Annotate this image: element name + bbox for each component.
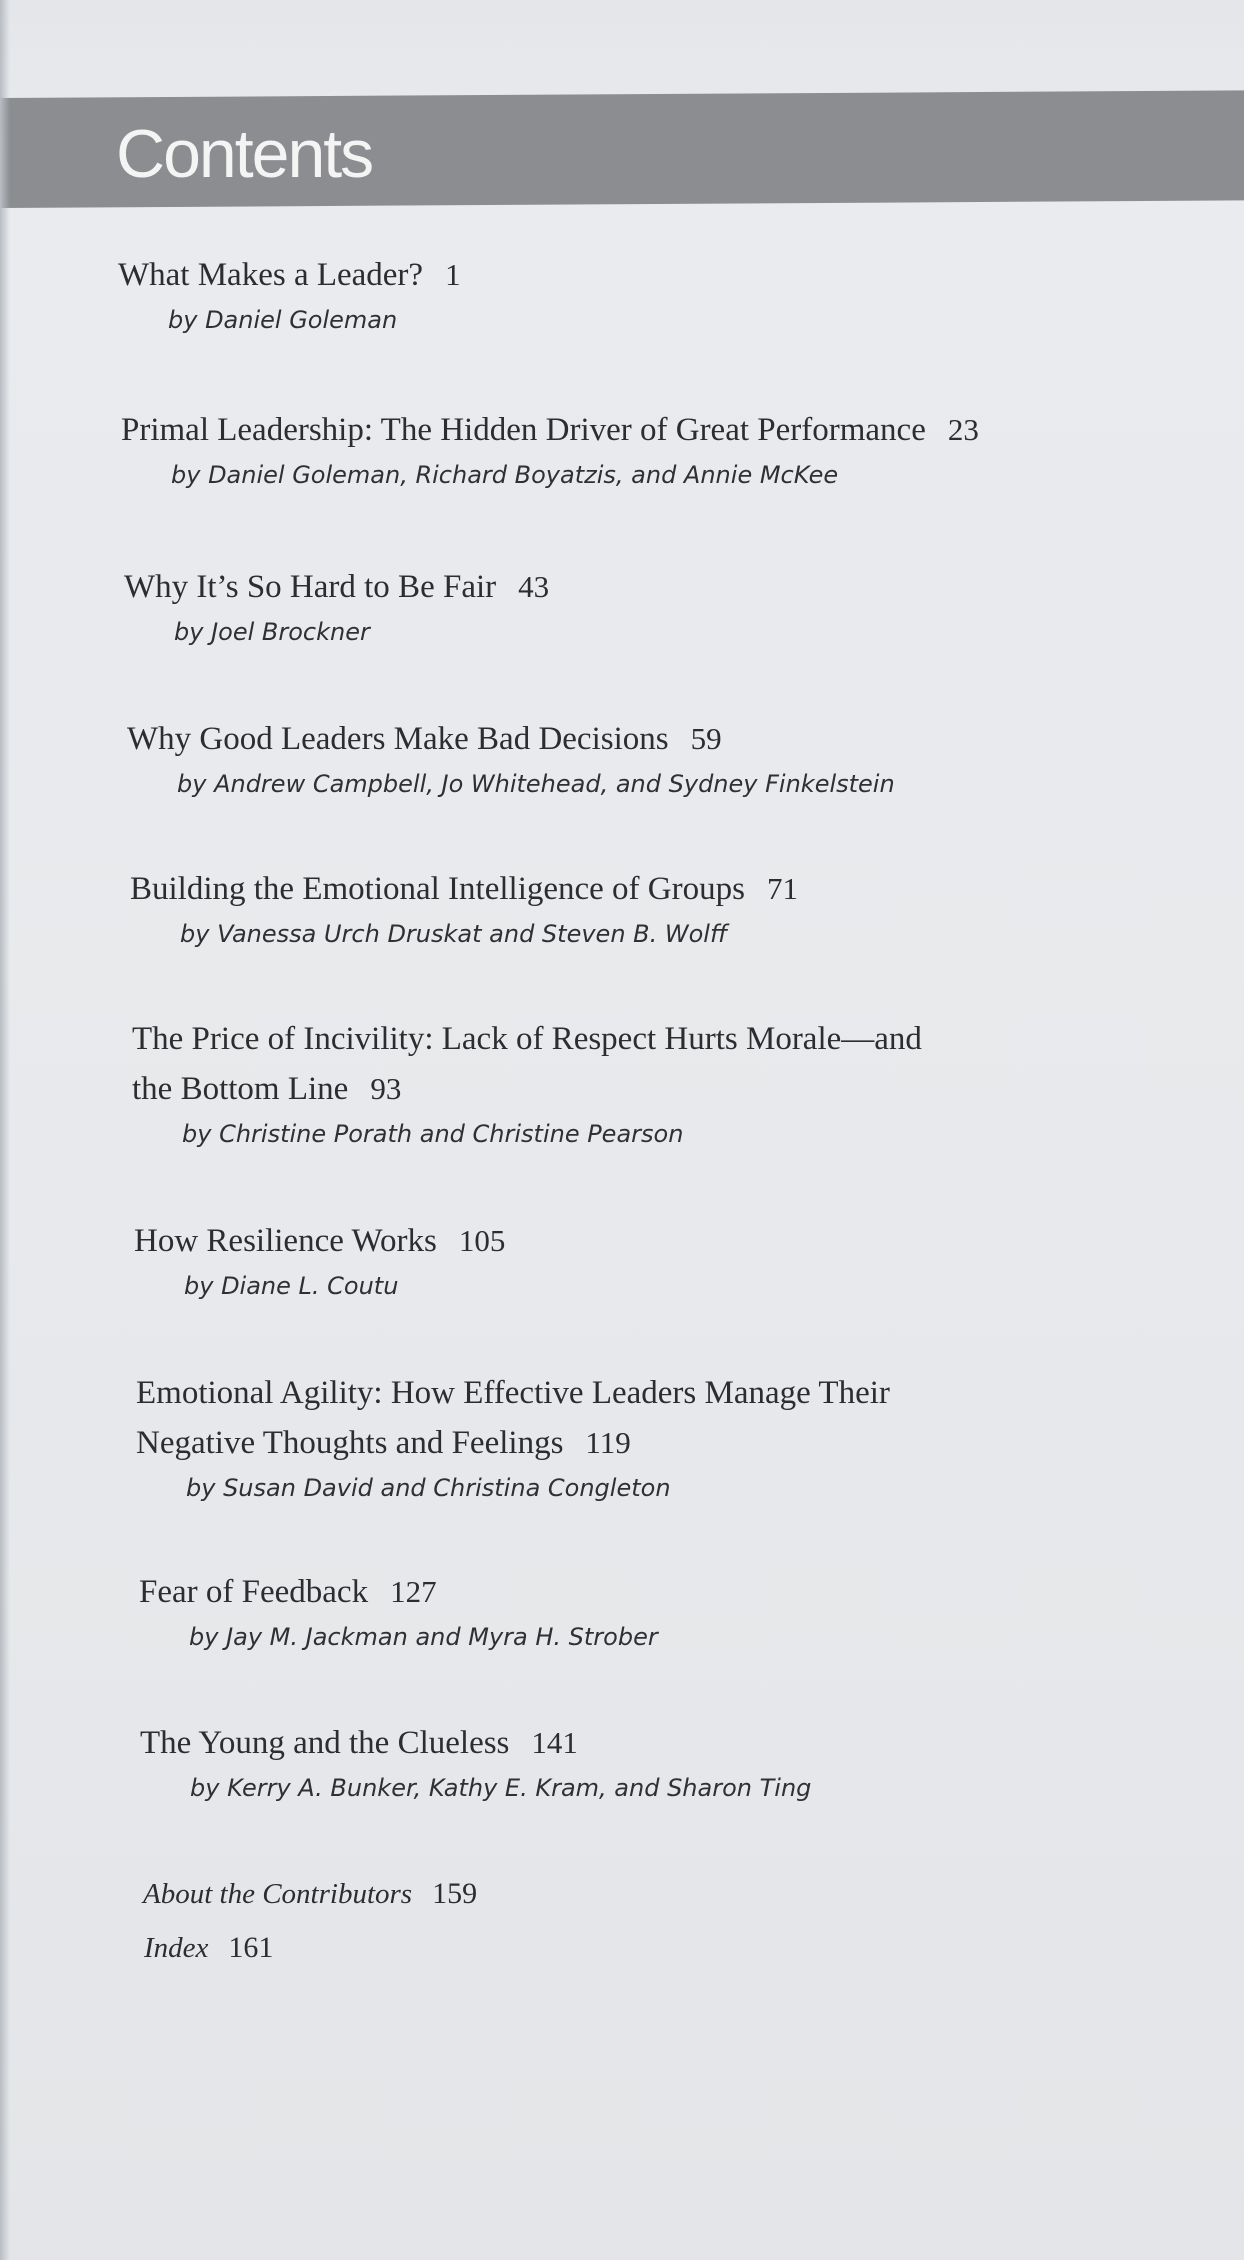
entry-author: by Diane L. Coutu (184, 1272, 399, 1300)
entry-author: by Kerry A. Bunker, Kathy E. Kram, and Sharon Ting (190, 1774, 812, 1802)
entry-title: What Makes a Leader? (118, 257, 424, 293)
entry-title: The Young and the Clueless (140, 1725, 510, 1761)
toc-entry (136, 1370, 1136, 1504)
entry-page-number: 71 (766, 871, 798, 906)
toc-entry (132, 1016, 1132, 1150)
entry-page-number: 43 (518, 569, 550, 604)
back-matter-label: About the Contributors (143, 1878, 413, 1910)
entry-title-line: Negative Thoughts and Feelings (136, 1425, 564, 1461)
entry-page-number: 119 (585, 1425, 631, 1460)
entry-author: by Jay M. Jackman and Myra H. Strober (189, 1623, 658, 1651)
back-matter-item (144, 1928, 273, 1968)
entry-page-number: 59 (690, 721, 722, 756)
entry-title: How Resilience Works (134, 1223, 437, 1259)
entry-title: Fear of Feedback (139, 1574, 369, 1610)
entry-author: by Daniel Goleman (168, 306, 398, 334)
toc-entry (124, 564, 1124, 648)
entry-title: Building the Emotional Intelligence of Groups (130, 871, 745, 907)
back-matter-page-number: 161 (228, 1931, 274, 1964)
toc-entry (134, 1218, 1134, 1302)
entry-page-number: 141 (531, 1725, 578, 1760)
page-title: Contents (116, 116, 373, 192)
entry-author: by Susan David and Christina Congleton (186, 1474, 671, 1502)
toc-entry (127, 716, 1127, 800)
entry-title: Primal Leadership: The Hidden Driver of Great Performance (121, 412, 926, 448)
entry-page-number: 105 (458, 1223, 506, 1258)
toc-entry (121, 407, 1121, 491)
entry-page-number: 93 (370, 1071, 402, 1106)
back-matter-item (143, 1874, 477, 1914)
entry-author: by Vanessa Urch Druskat and Steven B. Wolff (180, 920, 728, 948)
entry-author: by Christine Porath and Christine Pearson (182, 1120, 684, 1148)
back-matter-page-number: 159 (432, 1877, 478, 1910)
entry-author: by Daniel Goleman, Richard Boyatzis, and Annie McKee (171, 461, 839, 489)
entry-title-line: the Bottom Line (132, 1071, 349, 1107)
toc-entry (140, 1720, 1140, 1804)
entry-author: by Andrew Campbell, Jo Whitehead, and Sydney Finkelstein (177, 770, 895, 798)
entry-title: Why It’s So Hard to Be Fair (124, 569, 497, 605)
entry-page-number: 1 (445, 257, 461, 292)
toc-entry (139, 1569, 1139, 1653)
toc-entry (118, 252, 1118, 336)
entry-title-line: Emotional Agility: How Effective Leaders Manage Their (136, 1375, 890, 1411)
entry-author: by Joel Brockner (174, 618, 370, 646)
entry-title-line: The Price of Incivility: Lack of Respect Hurts Morale—and (132, 1021, 922, 1057)
entry-page-number: 127 (390, 1574, 437, 1609)
entry-title: Why Good Leaders Make Bad Decisions (127, 721, 669, 757)
back-matter-label: Index (144, 1932, 209, 1964)
entry-page-number: 23 (947, 412, 979, 447)
toc-entry (130, 866, 1130, 950)
